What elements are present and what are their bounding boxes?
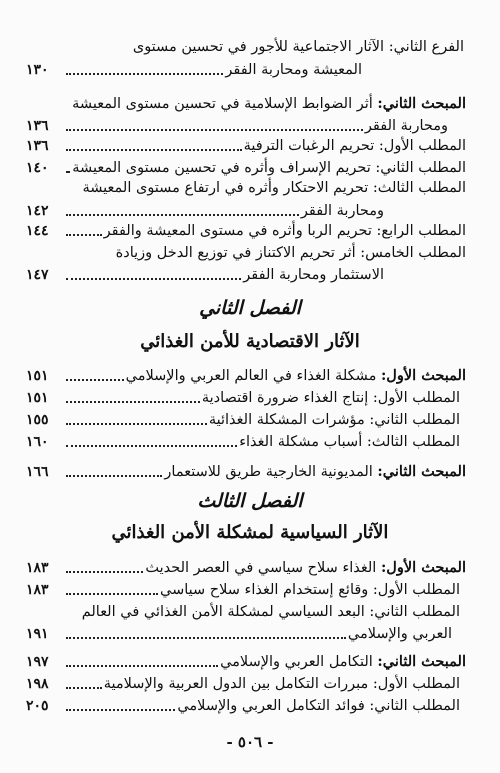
leader-dots xyxy=(66,687,102,689)
toc-page-number: ١٥١ xyxy=(26,368,49,384)
leader-dots xyxy=(66,637,346,639)
toc-entry-label: المطلب الأول: تحريم الرغبات الترفية xyxy=(243,138,466,154)
toc-entry-matlab5-line1: المطلب الخامس: أثر تحريم الاكتناز في توزيع الدخل وزيادة xyxy=(115,245,466,261)
toc-entry-label: المطلب الرابع: تحريم الربا وأثره في مستوى المعيشة والفقر xyxy=(103,223,466,239)
leader-dots xyxy=(66,73,223,75)
toc-entry-mabhath xyxy=(26,462,466,482)
toc-page-number: ١٤٠ xyxy=(26,160,49,176)
leader-dots xyxy=(66,234,102,236)
toc-entry-label: المطلب الثالث: أسباب مشكلة الغذاء xyxy=(239,434,460,450)
leader-dots xyxy=(66,445,237,447)
leader-dots xyxy=(66,665,218,667)
page-number: - ٥٠٦ - xyxy=(226,733,274,751)
toc-entry-matlab3-line1: المطلب الثالث: تحريم الاحتكار وأثره في ارتفاع مستوى المعيشة xyxy=(82,180,466,196)
toc-entry-text: مشكلة الغذاء في العالم العربي والإسلامي xyxy=(125,368,381,384)
chapter-title: الفصل الثاني xyxy=(199,297,301,319)
toc-entry-mabhath2 xyxy=(26,116,466,136)
toc-entry-mabhath xyxy=(26,558,466,578)
toc-entry-prefix: المبحث الثاني: xyxy=(377,463,466,480)
toc-entry xyxy=(26,158,466,178)
toc-entry-label: ومحاربة الفقر xyxy=(300,203,384,219)
toc-page-number: ١٤٧ xyxy=(26,267,49,283)
toc-entry xyxy=(26,388,466,408)
leader-dots xyxy=(66,379,124,381)
toc-entry-label xyxy=(145,558,466,578)
toc-entry-far2-line1: الفرع الثاني: الآثار الاجتماعية للأجور في تحسين مستوى xyxy=(132,39,464,55)
toc-entry-label: المطلب الثاني: تحريم الإسراف وأثره في تحسين مستوى المعيشة xyxy=(72,160,466,176)
leader-dots xyxy=(66,475,162,477)
toc-entry xyxy=(26,136,466,156)
toc-entry-matlab3 xyxy=(26,201,466,221)
toc-entry-label: العربي والإسلامي xyxy=(347,626,452,642)
toc-entry-label: المطلب الثاني: فوائد التكامل العربي والإسلامي xyxy=(177,698,460,714)
leader-dots xyxy=(66,129,363,131)
toc-page-number: ١٨٣ xyxy=(26,582,49,598)
toc-page-number: ١٤٢ xyxy=(26,203,49,219)
leader-dots xyxy=(66,709,175,711)
toc-entry xyxy=(26,674,466,694)
toc-entry-matlab2 xyxy=(26,624,466,644)
toc-page-number: ١٣٦ xyxy=(26,118,49,134)
toc-entry-matlab2-line1: المطلب الثاني: البعد السياسي لمشكلة الأمن الغذائي في العالم xyxy=(81,604,460,620)
toc-entry-text: التكامل العربي والإسلامي xyxy=(220,654,378,670)
toc-page-number: ١٩١ xyxy=(26,626,49,642)
toc-entry xyxy=(26,432,466,452)
toc-entry xyxy=(26,696,466,716)
toc-page-number: ١٩٧ xyxy=(26,654,49,670)
toc-entry-label: المطلب الأول: وقائع إستخدام الغذاء سلاح سياسي xyxy=(159,582,460,598)
toc-page-number: ٢٠٥ xyxy=(26,698,49,714)
toc-page-number: ١٣٦ xyxy=(26,138,49,154)
toc-page-number: ١٣٠ xyxy=(26,62,49,78)
leader-dots xyxy=(66,149,242,151)
toc-entry-prefix: المبحث الأول: xyxy=(380,559,466,576)
leader-dots xyxy=(66,171,70,173)
toc-entry-label: المعيشة ومحاربة الفقر xyxy=(225,62,362,78)
leader-dots xyxy=(66,278,241,280)
toc-page-number: ١٤٤ xyxy=(26,223,49,239)
toc-entry-mabhath xyxy=(26,652,466,672)
toc-entry-prefix: المبحث الثاني: xyxy=(377,653,466,670)
toc-page-number: ١٦٠ xyxy=(26,434,49,450)
toc-entry-label: المطلب الأول: مبررات التكامل بين الدول العربية والإسلامية xyxy=(103,676,460,692)
chapter-subtitle: الآثار الاقتصادية للأمن الغذائي xyxy=(140,331,360,352)
toc-page-number: ١٨٣ xyxy=(26,560,49,576)
chapter-title: الفصل الثالث xyxy=(197,490,303,512)
toc-entry-text: الغذاء سلاح سياسي في العصر الحديث xyxy=(145,560,381,576)
toc-entry-label: الاستثمار ومحاربة الفقر xyxy=(243,267,384,283)
toc-entry-mabhath xyxy=(26,366,466,386)
leader-dots xyxy=(66,423,207,425)
toc-entry-label: المطلب الثاني: مؤشرات المشكلة الغذائية xyxy=(208,412,460,428)
toc-entry xyxy=(26,580,466,600)
toc-entry-far2 xyxy=(26,60,466,80)
toc-entry-text: المديونية الخارجية طريق للاستعمار xyxy=(164,464,378,480)
toc-entry xyxy=(26,410,466,430)
toc-page-number: ١٥٥ xyxy=(26,412,49,428)
toc-entry-label xyxy=(220,652,466,672)
toc-entry-prefix: المبحث الأول: xyxy=(380,367,466,384)
toc-entry-prefix: المبحث الثاني: xyxy=(377,95,466,112)
toc-entry-label: ومحاربة الفقر xyxy=(364,118,448,134)
leader-dots xyxy=(66,571,143,573)
toc-entry-label xyxy=(164,462,466,482)
toc-entry xyxy=(26,221,466,241)
toc-page-number: ١٩٨ xyxy=(26,676,49,692)
leader-dots xyxy=(66,214,299,216)
toc-entry-label xyxy=(126,366,466,386)
toc-page-number: ١٦٦ xyxy=(26,464,49,480)
leader-dots xyxy=(66,593,158,595)
toc-page-number: ١٥١ xyxy=(26,390,49,406)
toc-entry-matlab5 xyxy=(26,265,466,285)
toc-entry-label: المطلب الأول: إنتاج الغذاء ضرورة اقتصادية xyxy=(201,390,460,406)
chapter-subtitle: الآثار السياسية لمشكلة الأمن الغذائي xyxy=(111,522,389,543)
toc-entry-mabhath2-line1 xyxy=(72,94,466,114)
leader-dots xyxy=(66,401,200,403)
toc-entry-text: أثر الضوابط الإسلامية في تحسين مستوى المعيشة xyxy=(72,96,378,112)
